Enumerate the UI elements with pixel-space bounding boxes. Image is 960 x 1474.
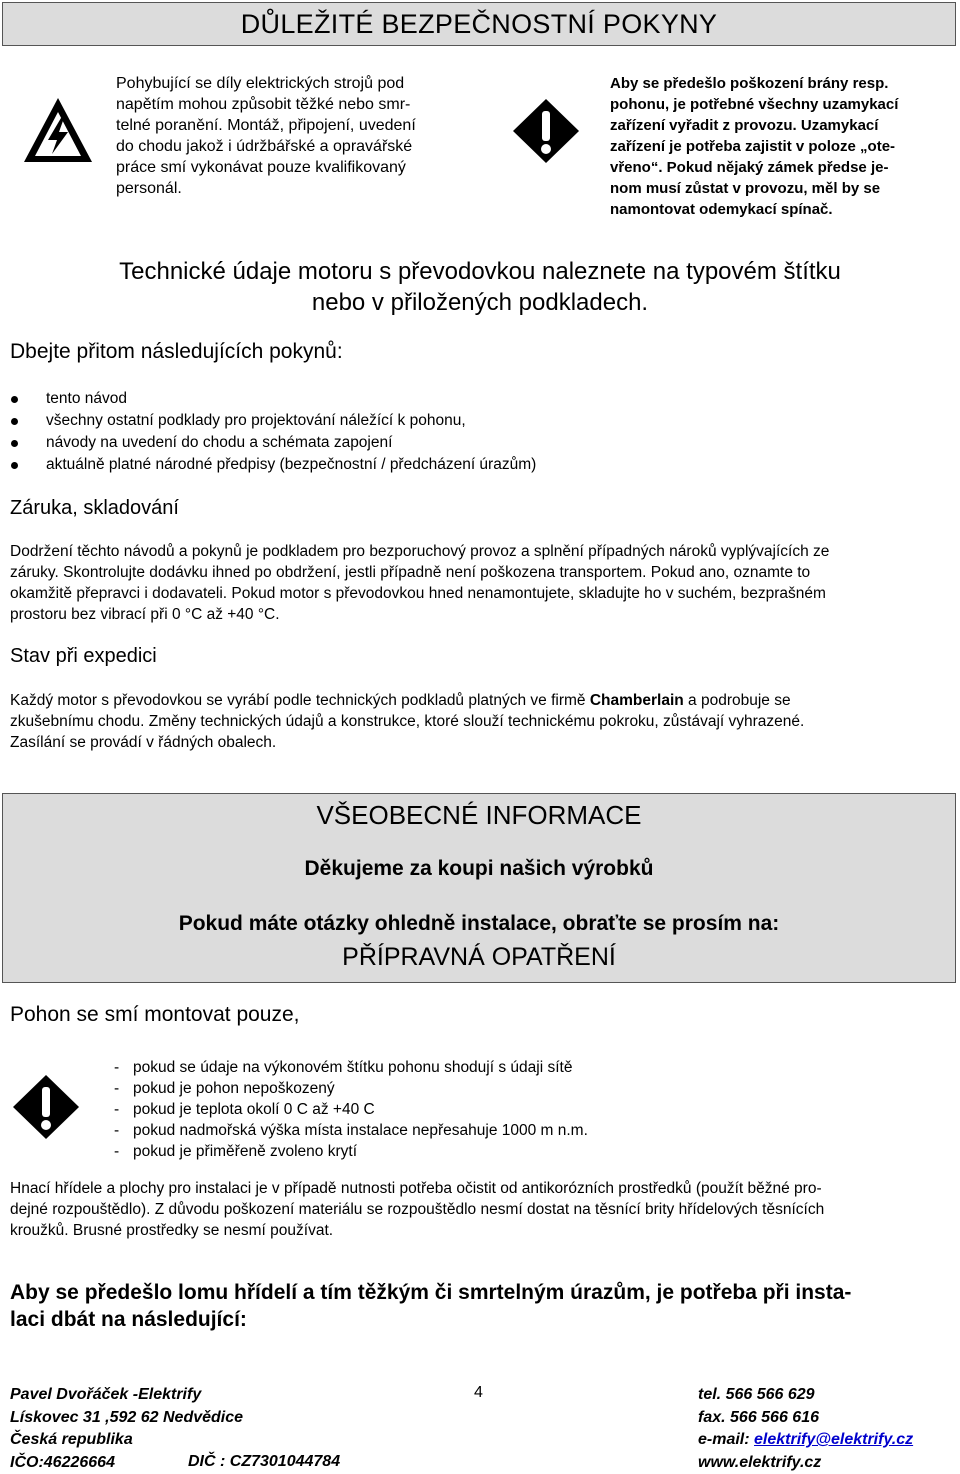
warning-line: namontovat odemykací spínač. [610, 201, 833, 218]
general-info-banner [2, 793, 956, 983]
warning-line: do chodu jakož i údržbářské a opravářské [116, 138, 413, 155]
instructions-title: Dbejte přitom následujících pokynů: [10, 340, 343, 363]
list-item: - pokud nadmořská výška místa instalace nepřesahuje 1000 m n.m. [114, 1122, 588, 1139]
voltage-warning-text [116, 73, 486, 199]
bullet-icon [11, 440, 18, 447]
paragraph-line: Zasílání se provádí v řádných obalech. [10, 734, 277, 751]
warning-line: Pohybující se díly elektrických strojů pod [116, 75, 405, 92]
warning-line: Aby se předešlo poškození brány resp. [610, 75, 889, 92]
list-item: návody na uvedení do chodu a schémata zapojení [10, 432, 536, 454]
page-number: 4 [474, 1384, 483, 1401]
phone-number: tel. 566 566 629 [698, 1386, 815, 1403]
footer-contacts [698, 1384, 913, 1474]
header-banner [2, 2, 956, 46]
list-item: - pokud je přiměřeně zvoleno krytí [114, 1143, 358, 1160]
fax-number: fax. 566 566 616 [698, 1408, 819, 1426]
company-ico: IČO:46226664 [10, 1453, 115, 1471]
lock-warning-text [610, 73, 950, 220]
shipping-text [10, 690, 950, 753]
mounting-conditions-list [114, 1057, 588, 1162]
closing-line: laci dbát na následující: [10, 1308, 247, 1331]
bullet-icon [11, 462, 18, 469]
warning-line: nom musí zůstat v provozu, měl by se [610, 180, 881, 197]
closing-statement [10, 1279, 950, 1333]
warning-line: pohonu, je potřebné všechny uzamykací [610, 96, 899, 113]
paragraph-line: dejné rozpouštědlo). Z důvodu poškození materiálu se rozpouštědlo nesmí dostat na těsnící brity hřídelových těsnících [10, 1201, 825, 1218]
headline-line: nebo v přiložených podkladech. [311, 289, 649, 316]
list-item: - pokud se údaje na výkonovém štítku pohonu shodují s údaji sítě [114, 1059, 573, 1076]
paragraph-line: Dodržení těchto návodů a pokynů je podkladem pro bezporuchový provoz a splnění případných nároků vyplývajících ze [10, 543, 830, 560]
paragraph-line: Každý motor s převodovkou se vyrábí podle technických podkladů platných ve firmě Chamberlain a podrobuje se [10, 692, 791, 709]
company-name: Pavel Dvořáček -Elektrify [10, 1386, 202, 1403]
page-title: DŮLEŽITÉ BEZPEČNOSTNÍ POKYNY [240, 9, 718, 39]
shipping-title: Stav při expedici [10, 645, 157, 667]
headline-line: Technické údaje motoru s převodovkou naleznete na typovém štítku [119, 258, 841, 285]
list-item: - pokud je pohon nepoškozený [114, 1080, 335, 1097]
thanks-text: Děkujeme za koupi našich výrobků [304, 857, 654, 880]
website-link[interactable]: www.elektrify.cz [698, 1453, 822, 1471]
list-item: - pokud je teplota okolí 0 C až +40 C [114, 1101, 375, 1118]
company-dic: DIČ : CZ7301044784 [188, 1453, 341, 1470]
warning-line: vřeno“. Pokud nějaký zámek předse je- [610, 159, 889, 176]
brand-name: Chamberlain [589, 692, 684, 709]
closing-line: Aby se předešlo lomu hřídelí a tím těžkým či smrtelným úrazům, je potřeba při insta- [10, 1281, 852, 1304]
bullet-icon [11, 396, 18, 403]
list-item: všechny ostatní podklady pro projektování náležící k pohonu, [10, 410, 536, 432]
shafts-text [10, 1178, 950, 1241]
high-voltage-warning-icon [20, 94, 96, 170]
exclamation-warning-icon [510, 96, 582, 166]
warranty-text [10, 541, 950, 625]
warning-line: práce smí vykonávat pouze kvalifikovaný [116, 159, 406, 176]
list-item: tento návod [10, 388, 536, 410]
preparation-title: PŘÍPRAVNÁ OPATŘENÍ [342, 943, 616, 971]
email-line: e-mail: elektrify@elektrify.cz [698, 1431, 914, 1448]
warning-line: personál. [116, 180, 182, 197]
questions-text: Pokud máte otázky ohledně instalace, obraťte se prosím na: [178, 912, 780, 935]
paragraph-line: Hnací hřídele a plochy pro instalaci je v případě nutnosti potřeba očistit od antikorózních prostředků (použít běžné pro- [10, 1180, 822, 1197]
company-street: Lískovec 31 ,592 62 Nedvědice [10, 1408, 244, 1426]
bullet-icon [11, 418, 18, 425]
exclamation-warning-icon [10, 1072, 82, 1142]
technical-data-headline [10, 256, 950, 318]
warning-line: napětím mohou způsobit těžké nebo smr- [116, 96, 411, 113]
paragraph-line: kroužků. Brusné prostředky se nesmí používat. [10, 1222, 334, 1239]
general-info-title: VŠEOBECNÉ INFORMACE [316, 800, 642, 830]
warranty-title: Záruka, skladování [10, 497, 179, 519]
paragraph-line: zkušebnímu chodu. Změny technických údajů a konstrukce, ktoré slouží technickému pokroku, zůstávají vyhrazené. [10, 713, 805, 730]
mounting-title: Pohon se smí montovat pouze, [10, 1003, 300, 1026]
company-country: Česká republika [10, 1431, 133, 1448]
warning-line: zařízení je potřeba zajistit v poloze „ote- [610, 138, 896, 155]
warning-line: zařízení vyřadit z provozu. Uzamykací [610, 117, 879, 134]
paragraph-line: prostoru bez vibrací při 0 °C až +40 °C. [10, 606, 280, 623]
paragraph-line: okamžitě přepravci i dodavateli. Pokud motor s převodovkou hned nenamontujete, skladujte ho v suchém, bezprašném [10, 585, 826, 602]
warning-line: telné poranění. Montáž, připojení, uvedení [116, 117, 416, 134]
list-item: aktuálně platné národné předpisy (bezpečnostní / předcházení úrazům) [10, 454, 536, 476]
paragraph-line: záruky. Skontrolujte dodávku ihned po obdržení, jestli případně není poškozena transportem. Pokud ano, oznamte to [10, 564, 811, 581]
email-link[interactable]: elektrify@elektrify.cz [754, 1431, 914, 1448]
instructions-list [10, 388, 536, 476]
